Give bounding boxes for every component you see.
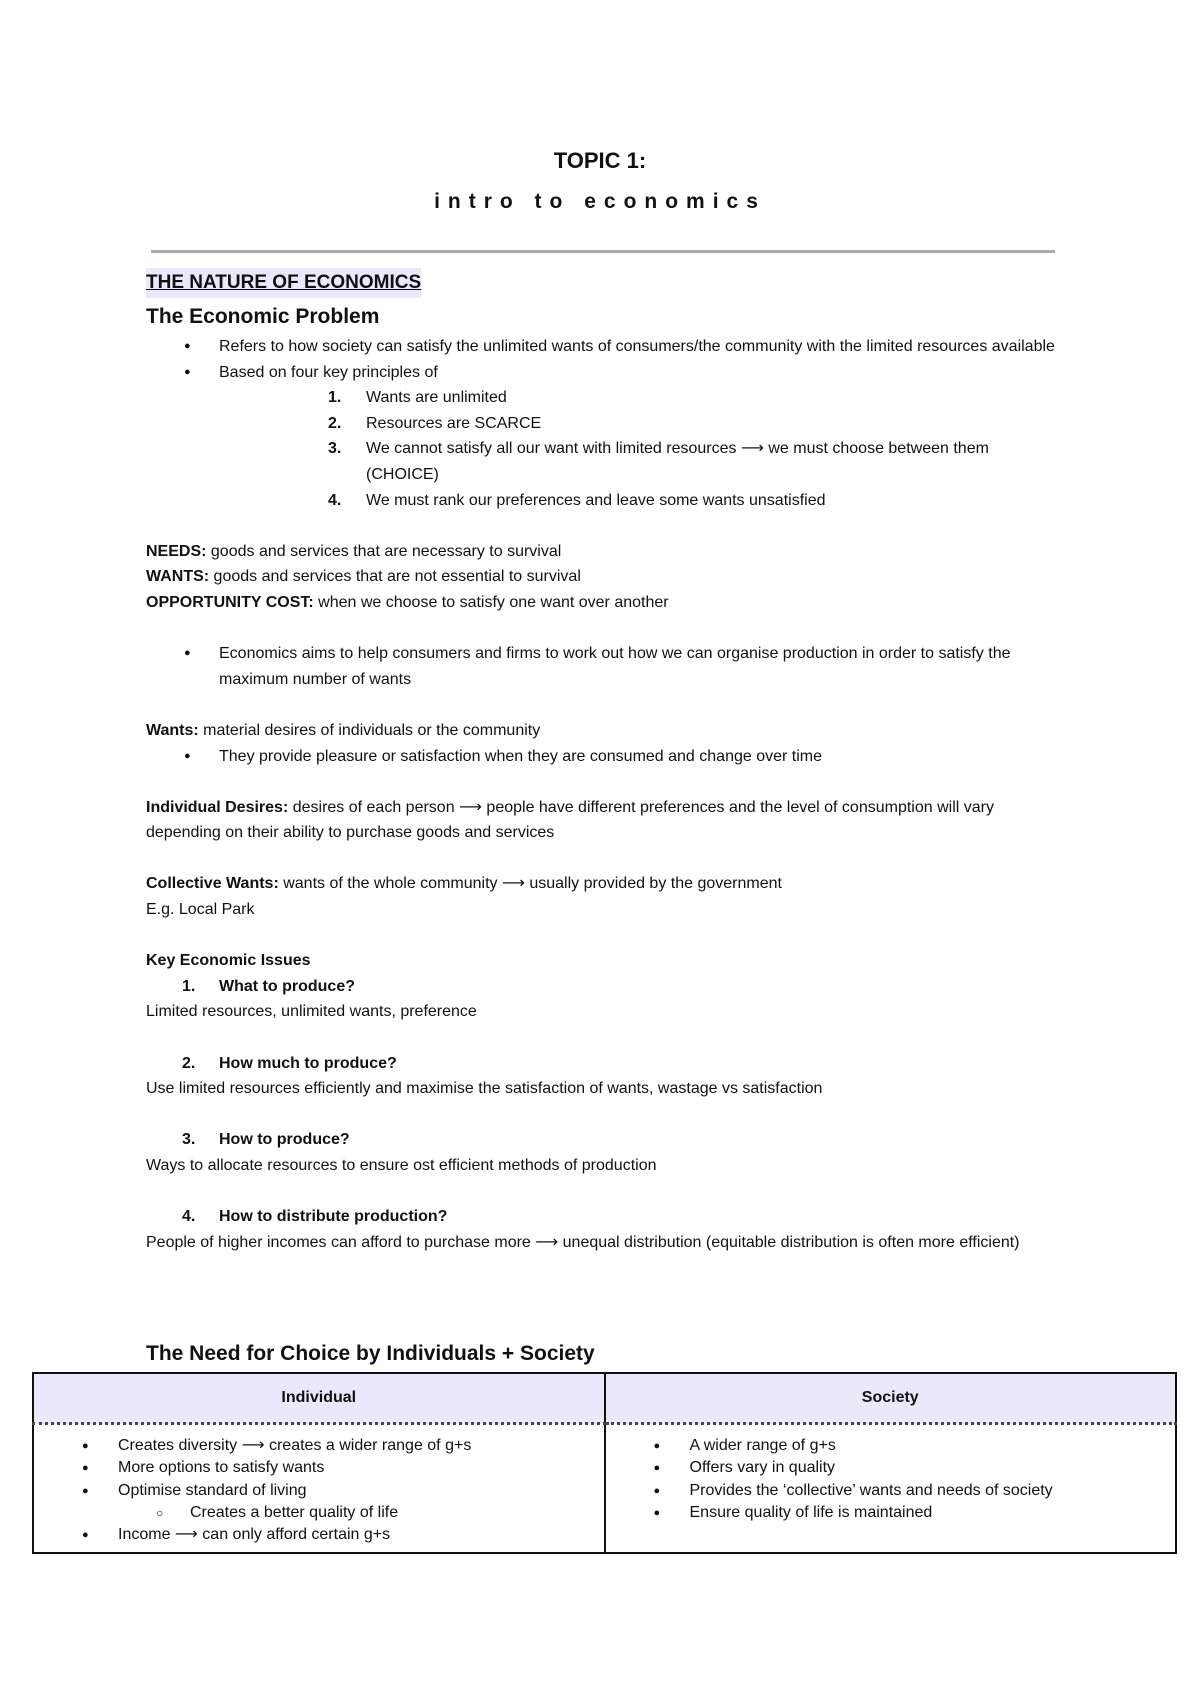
issue-answer: Use limited resources efficiently and maximise the satisfaction of wants, wastage vs satisfaction	[146, 1080, 823, 1098]
list-item: ● Ensure quality of life is maintained	[606, 1502, 1176, 1524]
document-subtitle: intro to economics	[434, 190, 766, 213]
wants-definition	[146, 564, 1066, 590]
list-text: We cannot satisfy all our want with limited resources ⟶ we must choose between them (CHOICE)	[366, 440, 989, 483]
aims-bullets	[146, 641, 1066, 692]
economic-problem-heading: The Economic Problem	[146, 305, 380, 328]
issue-question-text: How to produce?	[219, 1131, 350, 1149]
list-item	[146, 436, 1066, 487]
definition-text: wants of the whole community ⟶ usually provided by the government	[278, 875, 782, 893]
society-list	[606, 1435, 1176, 1524]
list-item: ● Provides the ‘collective’ wants and needs of society	[606, 1480, 1176, 1502]
issue-answer: People of higher incomes can afford to purchase more ⟶ unequal distribution (equitable distribution is often more efficient)	[146, 1233, 1020, 1251]
definition-term: WANTS:	[146, 568, 210, 586]
main-content	[146, 268, 1066, 1255]
list-item: ● Creates diversity ⟶ creates a wider range of g+s	[34, 1435, 604, 1457]
needs-definition	[146, 539, 1066, 565]
list-item: ● They provide pleasure or satisfaction when they are consumed and change over time	[146, 744, 1066, 770]
list-number: 4.	[328, 491, 342, 509]
collective-wants-example: E.g. Local Park	[146, 901, 255, 919]
issue-number: 3.	[182, 1131, 196, 1149]
list-item: ● A wider range of g+s	[606, 1435, 1176, 1457]
list-item: ● More options to satisfy wants	[34, 1457, 604, 1479]
column-header-society: Society	[605, 1373, 1177, 1424]
list-text: We must rank our preferences and leave some wants unsatisfied	[366, 491, 826, 509]
definition-term: OPPORTUNITY COST:	[146, 593, 314, 611]
list-number: 3.	[328, 440, 342, 458]
issue-question	[146, 974, 1066, 1000]
issue-number: 1.	[182, 977, 196, 995]
society-cell	[605, 1424, 1177, 1554]
issue-question-text: What to produce?	[219, 977, 355, 995]
list-item	[146, 488, 1066, 514]
list-number: 2.	[328, 414, 342, 432]
definition-text: desires of each person ⟶ people have different preferences and the level of consumption will vary depending on their ability to purchase goods and services	[146, 798, 994, 842]
table-header-row	[33, 1373, 1176, 1424]
issue-question-text: How much to produce?	[219, 1054, 397, 1072]
horizontal-rule	[151, 250, 1055, 253]
issue-number: 4.	[182, 1208, 196, 1226]
section-title: THE NATURE OF ECONOMICS	[146, 268, 421, 298]
wants-paragraph	[146, 718, 1066, 744]
individual-list	[34, 1435, 604, 1546]
document-title: TOPIC 1:	[553, 148, 647, 173]
list-item: ● Refers to how society can satisfy the unlimited wants of consumers/the community with the limited resources available	[146, 334, 1066, 360]
definition-text: material desires of individuals or the community	[198, 721, 541, 739]
economic-problem-bullets	[146, 334, 1066, 385]
definition-term: NEEDS:	[146, 542, 207, 560]
choice-table-title: The Need for Choice by Individuals + Society	[146, 1342, 595, 1365]
issue-answer: Limited resources, unlimited wants, preference	[146, 1003, 477, 1021]
list-item: ● Offers vary in quality	[606, 1457, 1176, 1479]
opportunity-cost-definition	[146, 590, 1066, 616]
list-text: Resources are SCARCE	[366, 414, 542, 432]
issue-question-text: How to distribute production?	[219, 1208, 448, 1226]
list-item	[146, 411, 1066, 437]
individual-desires-paragraph	[146, 795, 1066, 846]
issue-question	[146, 1127, 1066, 1153]
list-item: ● Based on four key principles of	[146, 360, 1066, 386]
list-item: ● Economics aims to help consumers and firms to work out how we can organise production in order to satisfy the maximum number of wants	[146, 641, 1066, 692]
definition-text: when we choose to satisfy one want over another	[313, 593, 669, 611]
choice-table	[32, 1372, 1177, 1554]
definition-text: goods and services that are necessary to survival	[206, 542, 562, 560]
sub-list-item: ○ Creates a better quality of life	[34, 1502, 604, 1524]
collective-wants-paragraph	[146, 871, 1066, 897]
definition-term: Collective Wants:	[146, 875, 279, 893]
list-number: 1.	[328, 389, 342, 407]
column-header-individual: Individual	[33, 1373, 605, 1424]
definition-text: goods and services that are not essential to survival	[209, 568, 581, 586]
issue-question	[146, 1204, 1066, 1230]
definition-term: Individual Desires:	[146, 798, 289, 816]
wants-bullets	[146, 744, 1066, 770]
list-text: Wants are unlimited	[366, 389, 507, 407]
list-item: ● Optimise standard of living	[34, 1480, 604, 1502]
key-issues-title: Key Economic Issues	[146, 952, 311, 970]
individual-cell	[33, 1424, 605, 1554]
issue-number: 2.	[182, 1054, 196, 1072]
list-item: ● Income ⟶ can only afford certain g+s	[34, 1524, 604, 1546]
principles-list	[146, 385, 1066, 513]
table-row	[33, 1424, 1176, 1554]
issue-question	[146, 1051, 1066, 1077]
list-item	[146, 385, 1066, 411]
issue-answer: Ways to allocate resources to ensure ost efficient methods of production	[146, 1157, 657, 1174]
definition-term: Wants:	[146, 721, 199, 739]
